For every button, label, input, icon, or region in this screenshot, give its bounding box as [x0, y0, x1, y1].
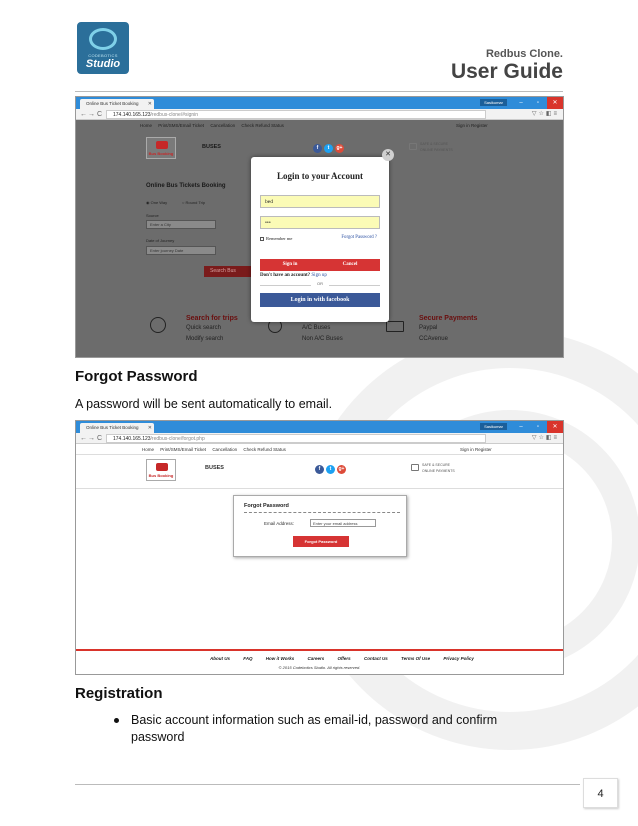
nav-cancellation[interactable]: Cancellation	[210, 123, 236, 128]
forward-icon[interactable]: →	[88, 435, 95, 442]
logo-big-text: Studio	[85, 58, 121, 70]
lock-icon	[411, 464, 419, 471]
header-divider	[76, 488, 563, 489]
source-label: Source	[146, 213, 159, 218]
site-nav	[142, 447, 291, 452]
magnifier-icon	[150, 317, 166, 333]
footer-link[interactable]: About Us	[210, 656, 230, 661]
url-input[interactable]: 174.140.165.123/redbus-clone/forgot.php	[106, 434, 486, 443]
page-number: 4	[583, 778, 618, 808]
twitter-icon[interactable]: t	[324, 144, 333, 153]
forgot-password-screenshot	[75, 420, 564, 675]
form-divider	[244, 512, 400, 513]
forward-icon[interactable]: →	[88, 111, 95, 118]
buses-label: BUSES	[202, 144, 221, 150]
nav-refund-status[interactable]: Check Refund Status	[243, 447, 286, 452]
footer-link[interactable]: Terms Of Use	[401, 656, 431, 661]
footer-links	[210, 656, 486, 661]
email-label: Email Address:	[264, 521, 295, 526]
facebook-icon[interactable]: f	[315, 465, 324, 474]
bus-icon	[156, 141, 168, 149]
forgot-password-heading: Forgot Password	[75, 368, 198, 385]
trip-round[interactable]: ○ Round Trip	[182, 200, 206, 205]
or-text: OR	[311, 281, 329, 286]
login-modal	[251, 157, 389, 322]
nav-home[interactable]: Home	[140, 123, 153, 128]
bullet-icon	[114, 718, 119, 723]
forgot-password-link[interactable]: Forgot Password ?	[341, 235, 377, 240]
minimize-icon[interactable]: –	[519, 100, 523, 106]
footer-rule	[75, 784, 580, 785]
reload-icon[interactable]: C	[97, 435, 103, 442]
date-label: Date of Journey	[146, 238, 175, 243]
minimize-icon[interactable]: –	[519, 424, 523, 430]
facebook-login-button[interactable]: Login in with facebook	[260, 293, 380, 307]
nav-cancellation[interactable]: Cancellation	[212, 447, 238, 452]
checkbox-icon	[260, 237, 264, 241]
site-nav	[140, 123, 289, 128]
booking-title: Online Bus Tickets Booking	[146, 183, 226, 189]
googleplus-icon[interactable]: g+	[338, 466, 345, 472]
no-account-text: Don't have an account? Sign up	[260, 273, 327, 278]
lock-icon	[409, 143, 417, 150]
footer-link[interactable]: FAQ	[243, 656, 253, 661]
extension-icons[interactable]: ▽☆◧≡	[531, 435, 559, 441]
secure-text: SAFE & SECURE ONLINE PAYMENTS	[422, 463, 455, 473]
browser-tab[interactable]	[80, 423, 154, 433]
remember-me-checkbox[interactable]: Remember me	[260, 236, 292, 241]
bus-icon	[156, 463, 168, 471]
reload-icon[interactable]: C	[97, 111, 103, 118]
modal-close-icon[interactable]: ✕	[382, 149, 394, 161]
buses-label: BUSES	[205, 465, 224, 471]
site-logo[interactable]	[146, 459, 176, 481]
email-input[interactable]: Enter your email address	[310, 519, 376, 527]
tab-title: Online Bus Ticket Booking	[86, 425, 139, 430]
maximize-icon[interactable]: ▫	[536, 424, 540, 430]
cancel-button[interactable]: Cancel	[320, 259, 380, 271]
company-logo	[77, 22, 129, 74]
window-close-icon[interactable]: ✕	[547, 421, 563, 433]
feature-title-search: Search for trips	[186, 315, 238, 322]
nav-home[interactable]: Home	[142, 447, 155, 452]
footer-link[interactable]: Offers	[337, 656, 351, 661]
forgot-password-description: A password will be sent automatically to email.	[75, 397, 333, 411]
twitter-icon[interactable]: t	[326, 465, 335, 474]
password-input[interactable]: •••	[260, 216, 380, 229]
nav-divider	[76, 454, 563, 455]
back-icon[interactable]: ←	[80, 435, 87, 442]
feature-item: Non A/C Buses	[302, 336, 343, 342]
facebook-icon[interactable]: f	[313, 144, 322, 153]
browser-tabbar	[76, 97, 563, 109]
back-icon[interactable]: ←	[80, 111, 87, 118]
login-screenshot	[75, 96, 564, 358]
footer-divider	[76, 649, 563, 651]
trip-one-way[interactable]: ◉ One Way	[146, 200, 168, 205]
tab-close-icon[interactable]: ✕	[147, 425, 152, 431]
window-close-icon[interactable]: ✕	[547, 97, 563, 109]
signup-link[interactable]: Sign up	[311, 273, 327, 278]
extension-icons[interactable]: ▽☆◧≡	[531, 111, 559, 117]
form-title: Forgot Password	[244, 503, 289, 509]
googleplus-icon[interactable]: g+	[336, 145, 343, 151]
username-input[interactable]: bed	[260, 195, 380, 208]
feature-item: CCAvenue	[419, 336, 448, 342]
user-badge: Sasikumar	[480, 99, 507, 106]
url-input[interactable]: 174.140.165.123/redbus-clone/#signin	[106, 110, 486, 119]
feature-item: Paypal	[419, 325, 438, 331]
registration-bullet: Basic account information such as email-id, password and confirm password	[131, 713, 498, 744]
footer-link[interactable]: Privacy Policy	[443, 656, 474, 661]
logo-swirl-icon	[89, 28, 117, 50]
feature-item: Quick search	[186, 325, 222, 331]
auth-links[interactable]: Sign in Register	[456, 123, 488, 128]
registration-heading: Registration	[75, 685, 163, 702]
feature-item: A/C Buses	[302, 325, 331, 331]
card-icon	[386, 321, 404, 332]
secure-text: SAFE & SECURE ONLINE PAYMENTS	[420, 142, 453, 152]
modal-title: Login to your Account	[276, 171, 364, 181]
footer-link[interactable]: Careers	[307, 656, 325, 661]
copyright-text: © 2015 Codebotics Studio. All rights reserved.	[278, 665, 361, 670]
logo-label: Bus Booking	[148, 473, 174, 478]
date-input[interactable]: Enter journey Date	[146, 246, 216, 255]
header-divider	[75, 91, 563, 92]
footer-link[interactable]: How it Works	[265, 656, 295, 661]
forgot-password-form	[233, 495, 407, 557]
nav-print-ticket[interactable]: Print/SMS/Email Ticket	[160, 447, 207, 452]
feature-title-payments: Secure Payments	[419, 315, 478, 322]
logo-label: Bus Booking	[148, 151, 174, 156]
tab-title: Online Bus Ticket Booking	[86, 101, 139, 106]
site-logo[interactable]	[146, 137, 176, 159]
source-input[interactable]: Enter a City	[146, 220, 216, 229]
tab-close-icon[interactable]: ✕	[147, 101, 152, 107]
auth-links[interactable]: Sign in Register	[460, 447, 492, 452]
browser-tab[interactable]	[80, 99, 154, 109]
nav-refund-status[interactable]: Check Refund Status	[241, 123, 284, 128]
address-bar	[76, 109, 563, 120]
nav-print-ticket[interactable]: Print/SMS/Email Ticket	[158, 123, 205, 128]
forgot-password-button[interactable]: Forgot Password	[293, 536, 349, 547]
brand-title: User Guide	[450, 60, 563, 83]
feature-item: Modify search	[186, 336, 224, 342]
search-bus-button[interactable]: Search Bus	[204, 266, 252, 277]
signin-button[interactable]: Sign in	[260, 259, 320, 271]
logo-small-text: CODEBOTICS	[88, 53, 118, 58]
brand-subtitle: Redbus Clone.	[485, 48, 563, 60]
footer-link[interactable]: Contact Us	[363, 656, 388, 661]
user-badge: Sasikumar	[480, 423, 507, 430]
address-bar	[76, 433, 563, 444]
maximize-icon[interactable]: ▫	[536, 100, 540, 106]
browser-tabbar	[76, 421, 563, 433]
